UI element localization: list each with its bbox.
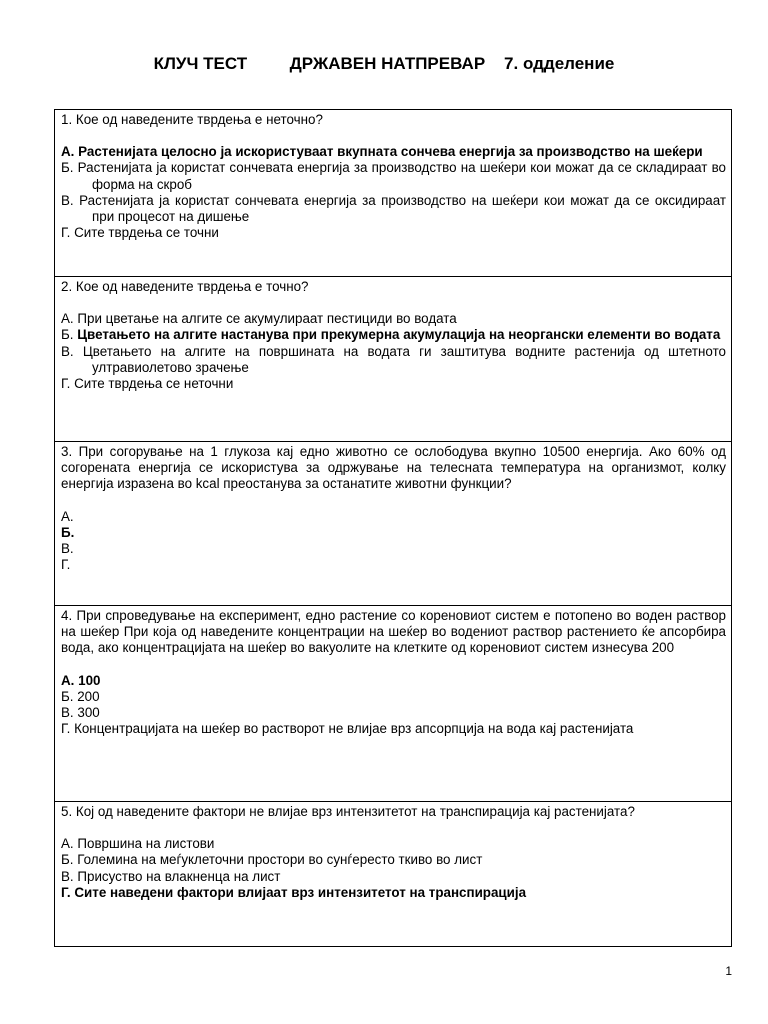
question-cell-4	[55, 606, 731, 802]
question-cell-3	[55, 442, 731, 606]
answer-option-b: Б. Растенијата ја користат сончевата енергија за производство на шеќери кои можат да се складираат во форма на скроб	[61, 160, 726, 192]
answer-option-a: А. Површина на листови	[61, 836, 215, 852]
answer-option-v: В. Цветањето на алгите на површината на водата ги заштитува водните растенија од штетното ултравиолетово зрачење	[61, 343, 726, 375]
answer-option-b: Б. 200	[61, 688, 100, 704]
answer-option-a: А. При цветање на алгите се акумулираат пестициди во водата	[61, 311, 457, 327]
answer-option-b: Б. Цветањето на алгите настанува при прекумерна акумулација на неоргански елементи во водата	[61, 327, 721, 343]
answer-option-v: В. 300	[61, 705, 100, 721]
answer-option-g: Г. Сите тврдења се неточни	[61, 376, 234, 392]
answer-option-a: А. Растенијата целосно ја искористуваат вкупната сончева енергија за производство на шеќери	[61, 144, 703, 160]
answer-option-v: В. Присуство на влакненца на лист	[61, 868, 281, 884]
answer-option-v: В. Растенијата ја користат сончевата енергија за производство на шеќери кои можат да се оксидираат при процесот на дишење	[61, 192, 727, 225]
question-text: 2. Кое од наведените тврдења е точно?	[61, 279, 309, 294]
answer-option-g: Г. Сите наведени фактори влијаат врз интензитетот на транспирација	[61, 884, 527, 900]
question-cell-1	[55, 110, 731, 277]
question-text: 4. При спроведување на експеримент, едно растение со кореновиот систем е потопено во воден раствор на шеќер При која од наведените концентрации на шеќер во водениот раствор растението ќе апсорбира вода, ако концентрацијата на шеќер во вакуолите на клетките од кореновиот систем изнесува 200	[61, 608, 726, 656]
answer-option-a: А. 100	[61, 672, 101, 688]
answer-option-a: А.	[61, 508, 74, 524]
answer-option-g: Г. Сите тврдења се точни	[61, 225, 219, 241]
answer-option-b: Б. Големина на меѓуклеточни простори во сунѓересто ткиво во лист	[61, 852, 483, 868]
answer-option-b: Б.	[61, 524, 75, 540]
answer-option-v: В.	[61, 541, 74, 557]
page-number: 1	[725, 964, 732, 978]
question-text: 5. Кој од наведените фактори не влијае врз интензитетот на транспирација кај растенијата?	[61, 804, 635, 819]
question-cell-2	[55, 277, 731, 442]
page-title: КЛУЧ ТЕСТ ДРЖАВЕН НАТПРЕВАР 7. одделение	[153, 54, 615, 73]
answer-option-g: Г.	[61, 557, 71, 573]
answer-option-g: Г. Концентрацијата на шеќер во растворот не влијае врз апсорпција на вода кај растенијата	[61, 721, 634, 737]
question-cell-5	[55, 802, 731, 946]
answer-key-table	[54, 109, 732, 947]
question-text: 3. При согорување на 1 глукоза кај едно животно се ослободува вкупно 10500 енергија. Ако 60% од согорената енергија се искористува за одржување на телесната температура на организмот, колку енергија изразена во kcal преостанува за останатите животни функции?	[61, 444, 726, 492]
question-text: 1. Кое од наведените тврдења е неточно?	[61, 112, 323, 127]
